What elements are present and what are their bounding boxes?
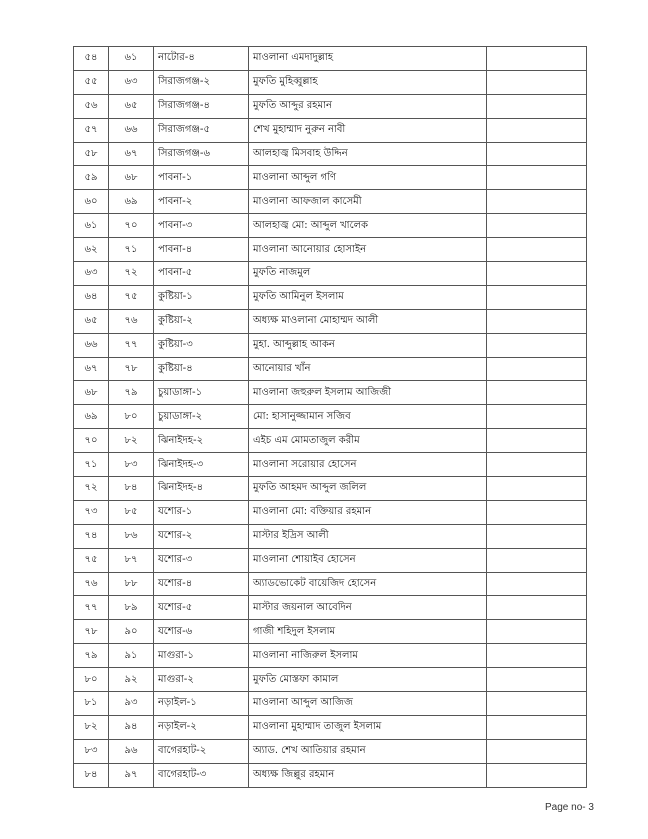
constituency-cell: যশোর-৪ <box>154 572 249 596</box>
serial-cell: ৬৫ <box>74 309 109 333</box>
seat-number-cell: ৬৭ <box>109 142 154 166</box>
serial-cell: ৬২ <box>74 238 109 262</box>
remarks-cell <box>487 70 587 94</box>
remarks-cell <box>487 118 587 142</box>
table-row <box>74 238 587 262</box>
remarks-cell <box>487 214 587 238</box>
candidate-name-cell: মুফতি আহমদ আব্দুল জলিল <box>249 477 487 501</box>
remarks-cell <box>487 285 587 309</box>
constituency-cell: নাটোর-৪ <box>154 47 249 71</box>
candidate-name-cell: গাজী শহিদুল ইসলাম <box>249 620 487 644</box>
table-row <box>74 477 587 501</box>
candidate-name-cell: মুহা. আব্দুল্লাহ আকন <box>249 333 487 357</box>
candidate-name-cell: মাওলানা আফজাল কাসেমী <box>249 190 487 214</box>
seat-number-cell: ৯৪ <box>109 715 154 739</box>
candidate-name-cell: এইচ এম মোমতাজুল করীম <box>249 429 487 453</box>
seat-number-cell: ৬৫ <box>109 94 154 118</box>
serial-cell: ৭৯ <box>74 644 109 668</box>
table-row <box>74 763 587 787</box>
remarks-cell <box>487 166 587 190</box>
seat-number-cell: ৭০ <box>109 214 154 238</box>
seat-number-cell: ৮৩ <box>109 453 154 477</box>
remarks-cell <box>487 596 587 620</box>
seat-number-cell: ৯৬ <box>109 739 154 763</box>
constituency-cell: পাবনা-২ <box>154 190 249 214</box>
remarks-cell <box>487 548 587 572</box>
table-row <box>74 333 587 357</box>
serial-cell: ৭২ <box>74 477 109 501</box>
seat-number-cell: ৭৮ <box>109 357 154 381</box>
table-row <box>74 524 587 548</box>
candidate-name-cell: মাওলানা আনোয়ার হোসাইন <box>249 238 487 262</box>
table-row <box>74 47 587 71</box>
serial-cell: ৫৫ <box>74 70 109 94</box>
remarks-cell <box>487 763 587 787</box>
remarks-cell <box>487 572 587 596</box>
serial-cell: ৭৫ <box>74 548 109 572</box>
serial-cell: ৮২ <box>74 715 109 739</box>
serial-cell: ৭০ <box>74 429 109 453</box>
constituency-cell: পাবনা-৫ <box>154 262 249 286</box>
seat-number-cell: ৮২ <box>109 429 154 453</box>
table-row <box>74 596 587 620</box>
table-row <box>74 620 587 644</box>
serial-cell: ৫৭ <box>74 118 109 142</box>
candidate-name-cell: মাওলানা মো: বক্তিয়ার রহমান <box>249 500 487 524</box>
table-row <box>74 453 587 477</box>
serial-cell: ৬১ <box>74 214 109 238</box>
seat-number-cell: ৮৪ <box>109 477 154 501</box>
table-row <box>74 262 587 286</box>
constituency-cell: সিরাজগঞ্জ-৬ <box>154 142 249 166</box>
table-row <box>74 70 587 94</box>
page-number: Page no- 3 <box>545 802 594 813</box>
remarks-cell <box>487 47 587 71</box>
candidate-name-cell: মাওলানা মুহাম্মাদ তাজুল ইসলাম <box>249 715 487 739</box>
constituency-cell: মাগুরা-২ <box>154 668 249 692</box>
serial-cell: ৬৩ <box>74 262 109 286</box>
constituency-cell: চুয়াডাঙ্গা-১ <box>154 381 249 405</box>
candidate-name-cell: মাওলানা আব্দুল আজিজ <box>249 692 487 716</box>
constituency-cell: কুষ্টিয়া-২ <box>154 309 249 333</box>
candidate-name-cell: শেখ মুহাম্মাদ নুরুন নাবী <box>249 118 487 142</box>
seat-number-cell: ৭২ <box>109 262 154 286</box>
candidate-name-cell: আলহাজ্ব মো: আব্দুল খালেক <box>249 214 487 238</box>
constituency-cell: যশোর-৩ <box>154 548 249 572</box>
serial-cell: ৮৩ <box>74 739 109 763</box>
constituency-cell: যশোর-২ <box>154 524 249 548</box>
candidate-name-cell: আনোয়ার খাঁন <box>249 357 487 381</box>
remarks-cell <box>487 524 587 548</box>
table-row <box>74 214 587 238</box>
candidate-name-cell: মাওলানা আব্দুল গণি <box>249 166 487 190</box>
seat-number-cell: ৭১ <box>109 238 154 262</box>
table-row <box>74 668 587 692</box>
candidate-name-cell: মাওলানা এমদাদুল্লাহ <box>249 47 487 71</box>
remarks-cell <box>487 190 587 214</box>
seat-number-cell: ৮৮ <box>109 572 154 596</box>
constituency-cell: ঝিনাইদহ-৩ <box>154 453 249 477</box>
candidate-name-cell: মুফতি মুহিব্বুল্লাহ <box>249 70 487 94</box>
remarks-cell <box>487 309 587 333</box>
seat-number-cell: ৭৫ <box>109 285 154 309</box>
seat-number-cell: ৯০ <box>109 620 154 644</box>
table-row <box>74 644 587 668</box>
serial-cell: ৮৪ <box>74 763 109 787</box>
serial-cell: ৫৮ <box>74 142 109 166</box>
candidate-table-body <box>74 47 587 788</box>
candidate-table <box>73 46 587 788</box>
candidate-name-cell: মাস্টার জয়নাল আবেদিন <box>249 596 487 620</box>
seat-number-cell: ৮৫ <box>109 500 154 524</box>
constituency-cell: পাবনা-৩ <box>154 214 249 238</box>
seat-number-cell: ৯৭ <box>109 763 154 787</box>
constituency-cell: সিরাজগঞ্জ-২ <box>154 70 249 94</box>
table-row <box>74 118 587 142</box>
remarks-cell <box>487 405 587 429</box>
seat-number-cell: ৮৯ <box>109 596 154 620</box>
constituency-cell: যশোর-৫ <box>154 596 249 620</box>
constituency-cell: চুয়াডাঙ্গা-২ <box>154 405 249 429</box>
candidate-name-cell: অ্যাডভোকেট বায়েজিদ হোসেন <box>249 572 487 596</box>
serial-cell: ৫৯ <box>74 166 109 190</box>
candidate-name-cell: অধ্যক্ষ জিল্লুর রহমান <box>249 763 487 787</box>
table-row <box>74 142 587 166</box>
table-row <box>74 500 587 524</box>
constituency-cell: বাগেরহাট-২ <box>154 739 249 763</box>
seat-number-cell: ৯২ <box>109 668 154 692</box>
seat-number-cell: ৬৯ <box>109 190 154 214</box>
remarks-cell <box>487 644 587 668</box>
constituency-cell: ঝিনাইদহ-৪ <box>154 477 249 501</box>
table-row <box>74 94 587 118</box>
serial-cell: ৭৭ <box>74 596 109 620</box>
seat-number-cell: ৬১ <box>109 47 154 71</box>
table-row <box>74 166 587 190</box>
candidate-name-cell: মুফতি আব্দুর রহমান <box>249 94 487 118</box>
table-row <box>74 739 587 763</box>
serial-cell: ৫৪ <box>74 47 109 71</box>
constituency-cell: কুষ্টিয়া-৩ <box>154 333 249 357</box>
remarks-cell <box>487 692 587 716</box>
serial-cell: ৬৯ <box>74 405 109 429</box>
constituency-cell: যশোর-৬ <box>154 620 249 644</box>
candidate-name-cell: মাওলানা নাজিরুল ইসলাম <box>249 644 487 668</box>
candidate-name-cell: মাওলানা শোয়াইব হোসেন <box>249 548 487 572</box>
table-row <box>74 405 587 429</box>
remarks-cell <box>487 429 587 453</box>
seat-number-cell: ৯৩ <box>109 692 154 716</box>
candidate-name-cell: আলহাজ্ব মিসবাহ উদ্দিন <box>249 142 487 166</box>
candidate-name-cell: মাওলানা জহুরুল ইসলাম আজিজী <box>249 381 487 405</box>
remarks-cell <box>487 262 587 286</box>
candidate-name-cell: মুফতি মোস্তফা কামাল <box>249 668 487 692</box>
serial-cell: ৬০ <box>74 190 109 214</box>
serial-cell: ৮০ <box>74 668 109 692</box>
constituency-cell: সিরাজগঞ্জ-৪ <box>154 94 249 118</box>
table-row <box>74 190 587 214</box>
serial-cell: ৬৬ <box>74 333 109 357</box>
constituency-cell: পাবনা-৪ <box>154 238 249 262</box>
seat-number-cell: ৮৬ <box>109 524 154 548</box>
serial-cell: ৬৭ <box>74 357 109 381</box>
constituency-cell: বাগেরহাট-৩ <box>154 763 249 787</box>
constituency-cell: নড়াইল-২ <box>154 715 249 739</box>
table-row <box>74 429 587 453</box>
remarks-cell <box>487 238 587 262</box>
constituency-cell: মাগুরা-১ <box>154 644 249 668</box>
seat-number-cell: ৬৬ <box>109 118 154 142</box>
constituency-cell: পাবনা-১ <box>154 166 249 190</box>
serial-cell: ৮১ <box>74 692 109 716</box>
seat-number-cell: ৯১ <box>109 644 154 668</box>
candidate-name-cell: অধ্যক্ষ মাওলানা মোহাম্মদ আলী <box>249 309 487 333</box>
remarks-cell <box>487 333 587 357</box>
remarks-cell <box>487 620 587 644</box>
constituency-cell: কুষ্টিয়া-১ <box>154 285 249 309</box>
seat-number-cell: ৭৭ <box>109 333 154 357</box>
seat-number-cell: ৭৯ <box>109 381 154 405</box>
constituency-cell: নড়াইল-১ <box>154 692 249 716</box>
table-row <box>74 715 587 739</box>
candidate-name-cell: মুফতি আমিনুল ইসলাম <box>249 285 487 309</box>
constituency-cell: ঝিনাইদহ-২ <box>154 429 249 453</box>
serial-cell: ৬৮ <box>74 381 109 405</box>
serial-cell: ৬৪ <box>74 285 109 309</box>
constituency-cell: কুষ্টিয়া-৪ <box>154 357 249 381</box>
candidate-name-cell: মো: হাসানুজ্জামান সজিব <box>249 405 487 429</box>
seat-number-cell: ৮০ <box>109 405 154 429</box>
candidate-name-cell: মুফতি নাজমুল <box>249 262 487 286</box>
remarks-cell <box>487 381 587 405</box>
table-row <box>74 285 587 309</box>
seat-number-cell: ৭৬ <box>109 309 154 333</box>
table-row <box>74 692 587 716</box>
remarks-cell <box>487 142 587 166</box>
remarks-cell <box>487 94 587 118</box>
serial-cell: ৭৪ <box>74 524 109 548</box>
serial-cell: ৫৬ <box>74 94 109 118</box>
remarks-cell <box>487 477 587 501</box>
serial-cell: ৭৬ <box>74 572 109 596</box>
table-row <box>74 357 587 381</box>
constituency-cell: যশোর-১ <box>154 500 249 524</box>
remarks-cell <box>487 715 587 739</box>
remarks-cell <box>487 739 587 763</box>
serial-cell: ৭১ <box>74 453 109 477</box>
constituency-cell: সিরাজগঞ্জ-৫ <box>154 118 249 142</box>
seat-number-cell: ৬৮ <box>109 166 154 190</box>
candidate-name-cell: মাওলানা সরোয়ার হোসেন <box>249 453 487 477</box>
table-row <box>74 572 587 596</box>
serial-cell: ৭৮ <box>74 620 109 644</box>
table-row <box>74 548 587 572</box>
seat-number-cell: ৮৭ <box>109 548 154 572</box>
candidate-name-cell: মাস্টার ইদ্রিস আলী <box>249 524 487 548</box>
seat-number-cell: ৬৩ <box>109 70 154 94</box>
remarks-cell <box>487 668 587 692</box>
remarks-cell <box>487 500 587 524</box>
remarks-cell <box>487 357 587 381</box>
table-row <box>74 381 587 405</box>
remarks-cell <box>487 453 587 477</box>
candidate-name-cell: অ্যাড. শেখ আতিয়ার রহমান <box>249 739 487 763</box>
table-row <box>74 309 587 333</box>
serial-cell: ৭৩ <box>74 500 109 524</box>
